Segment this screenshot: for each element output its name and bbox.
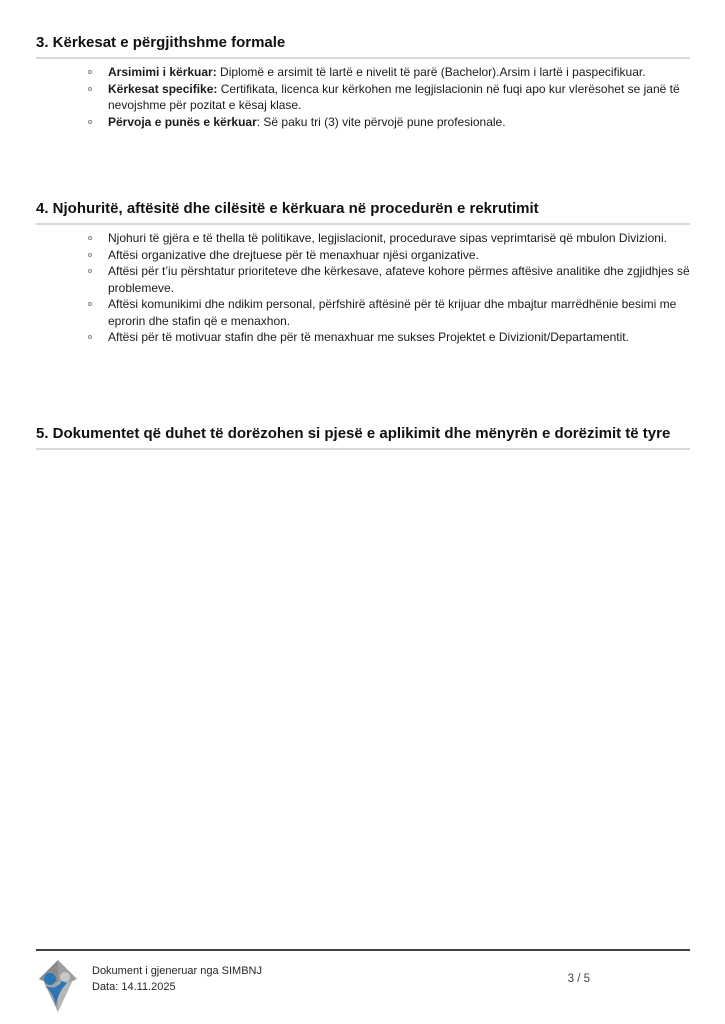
- list-item-text: Aftësi për t’iu përshtatur prioriteteve dhe kërkesave, afateve kohore përmes aftësive analitike dhe zgjidhjes së problemeve.: [108, 264, 690, 295]
- sections-container: [36, 33, 690, 450]
- document-section: [36, 33, 690, 130]
- list-item: [36, 81, 690, 114]
- list-item-text: Aftësi organizative dhe drejtuese për të menaxhuar njësi organizative.: [108, 247, 479, 262]
- bullet-marker-icon: [88, 253, 92, 257]
- document-page: [36, 33, 690, 455]
- list-item: [36, 296, 690, 329]
- bullet-marker-icon: [88, 335, 92, 339]
- list-item: [36, 230, 690, 247]
- document-section: [36, 424, 690, 450]
- list-item-text: Diplomë e arsimit të lartë e nivelit të parë (Bachelor).Arsim i lartë i paspecifikuar.: [216, 65, 646, 79]
- bullet-list: [36, 64, 690, 130]
- list-item-text: Aftësi për të motivuar stafin dhe për të menaxhuar me sukses Projektet e Divizionit/Departamentit.: [108, 330, 629, 344]
- bullet-list: [36, 230, 690, 346]
- list-item-text: Njohuri të gjëra e të thella të politikave, legjislacionit, procedurave sipas veprimtarisë që mbulon Divizioni.: [108, 231, 667, 245]
- list-item: [36, 64, 690, 81]
- list-item-bold-text: Arsimimi i kërkuar:: [108, 65, 217, 79]
- bullet-marker-icon: [88, 87, 92, 91]
- list-item-text: Certifikata, licenca kur kërkohen me legjislacionin në fuqi apo kur vlerësohet se janë të nevojshme për pozitat e kësaj klase.: [108, 81, 680, 112]
- list-item-bold-text: Përvoja e punës e kërkuar: [108, 114, 257, 129]
- simbnj-logo-icon: [36, 959, 80, 1013]
- footer-generated-line: Dokument i gjeneruar nga SIMBNJ: [92, 965, 262, 977]
- list-item-bold-text: Kërkesat specifike:: [108, 81, 218, 96]
- list-item: [36, 114, 690, 131]
- bullet-marker-icon: [88, 269, 92, 273]
- footer-date-line: Data: 14.11.2025: [92, 981, 176, 993]
- section-title: 5. Dokumentet që duhet të dorëzohen si pjesë e aplikimit dhe mënyrën e dorëzimit të tyre: [36, 424, 690, 450]
- list-item: [36, 263, 690, 296]
- footer-text: [92, 957, 262, 995]
- page-footer: [36, 949, 690, 1013]
- bullet-marker-icon: [88, 302, 92, 306]
- list-item: [36, 329, 690, 346]
- list-item-text: Aftësi komunikimi dhe ndikim personal, përfshirë aftësinë për të krijuar dhe mbajtur marrëdhënie besimi me eprorin dhe stafin që e menaxhon.: [108, 297, 677, 328]
- list-item: [36, 247, 690, 264]
- list-item-text: : Së paku tri (3) vite përvojë pune profesionale.: [256, 114, 506, 129]
- section-title: 3. Kërkesat e përgjithshme formale: [36, 33, 690, 59]
- section-title: 4. Njohuritë, aftësitë dhe cilësitë e kërkuara në procedurën e rekrutimit: [36, 199, 690, 225]
- document-section: [36, 199, 690, 346]
- page-number: 3 / 5: [567, 973, 590, 985]
- bullet-marker-icon: [88, 120, 92, 124]
- bullet-marker-icon: [88, 70, 92, 74]
- bullet-marker-icon: [88, 236, 92, 240]
